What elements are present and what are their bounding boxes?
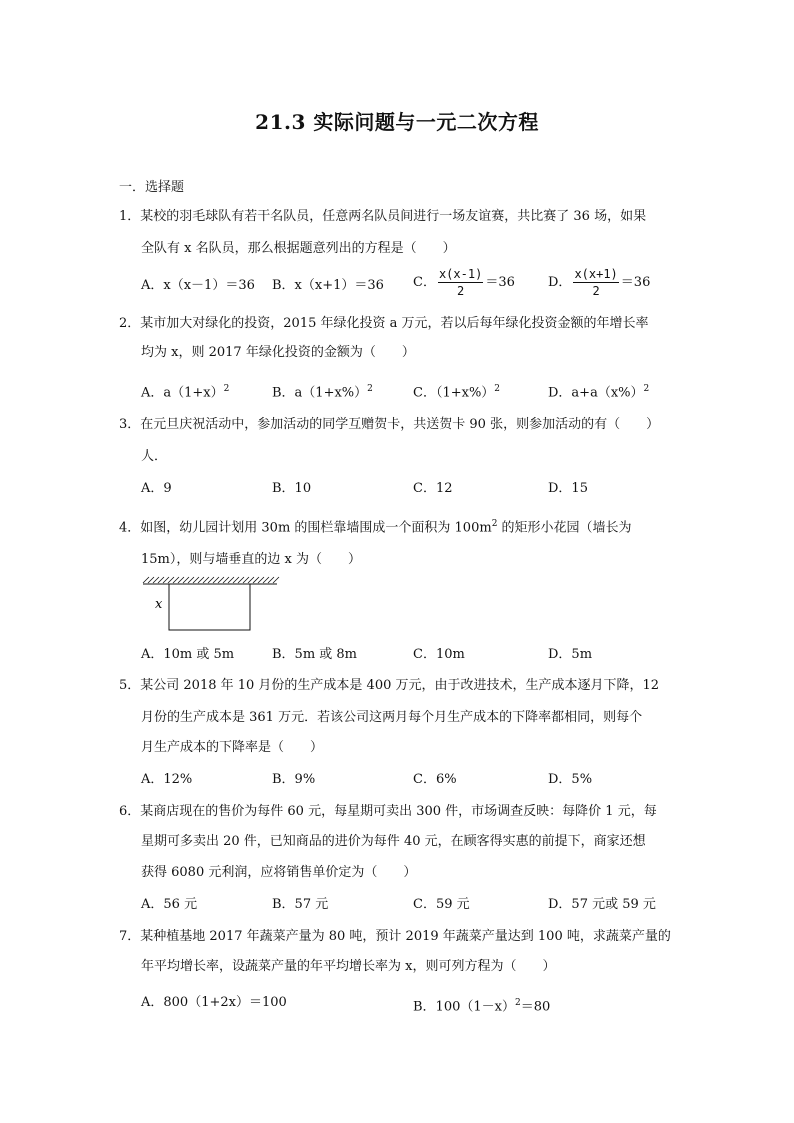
question-3-option-c: C．12 — [413, 481, 453, 496]
question-5-line-2: 月份的生产成本是 361 万元．若该公司这两月每个月生产成本的下降率都相同，则每个 — [141, 710, 643, 725]
question-3-line-2: 人． — [141, 449, 168, 464]
question-5-line-3: 月生产成本的下降率是（ ） — [141, 740, 324, 755]
question-4-line-2: 15m），则与墙垂直的边 x 为（ ） — [141, 552, 361, 567]
option-d-rhs: ＝36 — [620, 274, 651, 290]
option-d-text: D．a+a（x%） — [548, 385, 644, 401]
exponent: 2 — [223, 384, 230, 394]
question-6-option-c: C．59 元 — [413, 897, 470, 912]
option-c-text: C．（1+x%） — [413, 385, 495, 401]
exponent: 2 — [367, 384, 373, 394]
question-6-line-2: 星期可多卖出 20 件，已知商品的进价为每件 40 元，在顾客得实惠的前提下，商家还想 — [141, 834, 646, 849]
question-6-option-b: B．57 元 — [272, 897, 329, 912]
question-5-option-c: C．6% — [413, 772, 457, 787]
question-6-line-1: 6．某商店现在的售价为每件 60 元，每星期可卖出 300 件，市场调查反映：每降价 1 元，每 — [119, 804, 657, 819]
question-2-option-d — [548, 381, 649, 401]
question-7-line-2: 年平均增长率，设蔬菜产量的年平均增长率为 x，则可列方程为（ ） — [141, 959, 556, 974]
figure-x-label: x — [155, 597, 163, 612]
option-d-denominator: 2 — [592, 284, 600, 298]
page-title: 21.3 实际问题与一元二次方程 — [255, 110, 539, 134]
question-3-line-1: 3．在元旦庆祝活动中，参加活动的同学互赠贺卡，共送贺卡 90 张，则参加活动的有（ ） — [119, 417, 660, 432]
question-4-option-c: C．10m — [413, 647, 465, 662]
question-2-option-a — [141, 381, 229, 401]
question-1-option-c — [413, 266, 515, 299]
option-c-denominator: 2 — [457, 284, 465, 298]
option-b-rhs: ＝80 — [520, 999, 551, 1015]
question-5-option-d: D．5% — [548, 772, 593, 787]
question-2-line-1: 2．某市加大对绿化的投资，2015 年绿化投资 a 万元，若以后每年绿化投资金额的年增长率 — [119, 316, 649, 331]
question-5-option-b: B．9% — [272, 772, 316, 787]
exponent: 2 — [494, 384, 501, 394]
option-c-fraction — [438, 266, 483, 299]
exponent: 2 — [643, 384, 650, 394]
exponent: 2 — [514, 998, 521, 1008]
question-1-option-d — [548, 266, 650, 299]
question-1-line-2: 全队有 x 名队员，那么根据题意列出的方程是（ ） — [141, 241, 456, 256]
question-7-option-b — [413, 995, 550, 1015]
question-1-option-b: B．x（x+1）＝36 — [272, 278, 384, 293]
question-5-line-1: 5．某公司 2018 年 10 月份的生产成本是 400 万元，由于改进技术，生产成本逐月下降，12 — [119, 678, 660, 693]
question-2-option-c — [413, 381, 500, 401]
line-part: 4．如图，幼儿园计划用 30m 的围栏靠墙围成一个面积为 100m — [119, 520, 492, 536]
question-3-option-a: A．9 — [141, 481, 172, 496]
wall-rectangle-figure — [141, 574, 283, 638]
option-a-text: A．a（1+x） — [141, 385, 224, 401]
option-d-fraction — [573, 266, 618, 299]
option-d-numerator: x(x+1) — [574, 267, 618, 281]
question-7-option-a: A．800（1+2x）＝100 — [141, 995, 287, 1010]
question-2-line-2: 均为 x，则 2017 年绿化投资的金额为（ ） — [141, 345, 415, 360]
option-c-label: C． — [413, 274, 436, 290]
question-3-option-b: B．10 — [272, 481, 312, 496]
option-c-rhs: ＝36 — [485, 274, 515, 290]
option-b-text: B．100（1－x） — [413, 999, 515, 1015]
line-part: 的矩形小花园（墙长为 — [497, 520, 632, 536]
question-7-line-1: 7．某种植基地 2017 年蔬菜产量为 80 吨，预计 2019 年蔬菜产量达到 100 吨，求蔬菜产量的 — [119, 929, 671, 944]
question-4-line-1 — [119, 516, 632, 536]
garden-diagram — [141, 574, 283, 634]
question-6-option-a: A．56 元 — [141, 897, 198, 912]
section-heading: 一．选择题 — [119, 180, 185, 195]
question-1-option-a: A．x（x－1）＝36 — [141, 278, 255, 293]
exponent: 2 — [491, 519, 498, 529]
question-4-option-d: D．5m — [548, 647, 593, 662]
option-c-numerator: x(x-1) — [438, 267, 483, 281]
question-6-line-3: 获得 6080 元利润，应将销售单价定为（ ） — [141, 865, 417, 880]
question-2-option-b — [272, 381, 373, 401]
option-d-label: D． — [548, 274, 572, 290]
question-6-option-d: D．57 元或 59 元 — [548, 897, 656, 912]
question-3-option-d: D．15 — [548, 481, 588, 496]
question-4-option-a: A．10m 或 5m — [141, 647, 235, 662]
question-1-line-1: 1．某校的羽毛球队有若干名队员，任意两名队员间进行一场友谊赛，共比赛了 36 场，如果 — [119, 209, 647, 224]
question-5-option-a: A．12% — [141, 772, 193, 787]
option-b-text: B．a（1+x%） — [272, 385, 368, 401]
question-4-option-b: B．5m 或 8m — [272, 647, 358, 662]
